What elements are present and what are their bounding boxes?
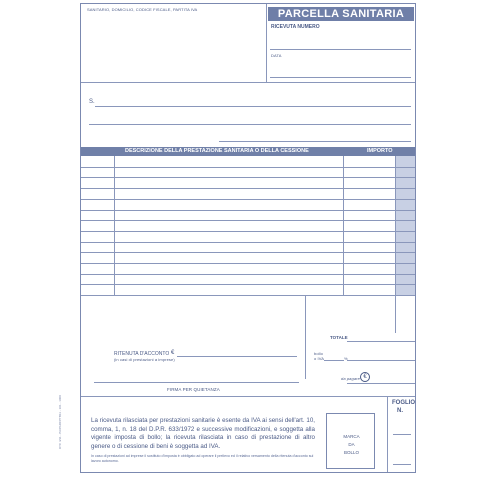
totals-divider (305, 295, 306, 379)
table-bottom (81, 295, 415, 296)
recipient-line-2[interactable] (89, 124, 411, 125)
recipient-line-1[interactable] (95, 106, 411, 107)
bollo-label-1: bollo (314, 351, 323, 356)
to-pay-label: da pagare (341, 376, 360, 381)
header-divider (266, 4, 267, 82)
table-row[interactable] (81, 188, 415, 189)
recipient-line-3[interactable] (219, 141, 411, 142)
table-row[interactable] (81, 242, 415, 243)
section-divider-bottom (81, 396, 415, 397)
sheet-label: FOGLIO (392, 400, 415, 406)
date-line[interactable] (270, 77, 411, 78)
percent-symbol: % (344, 356, 348, 361)
stamp-line-1: MARCA (343, 434, 360, 439)
receipt-number-label: RICEVUTA NUMERO (271, 24, 320, 30)
sheet-line-1[interactable] (393, 434, 411, 435)
ritenuta-euro: € (171, 350, 175, 356)
table-row[interactable] (81, 274, 415, 275)
sender-label: SANITARIO, DOMICILIO, CODICE FISCALE, PARTITA IVA (87, 7, 198, 12)
side-code-text: DTC 4/11 - PA/PARCPTB11 - 101 - 1000 (57, 395, 62, 449)
table-row[interactable] (81, 263, 415, 264)
legal-text: La ricevuta rilasciata per prestazioni sanitarie è esente da IVA ai sensi dell'art. 10, comma, 1, n. 18 del D.P.R. 633/1972 e successive modificazioni, e soggetta alla vigente imposta di bollo; la ricevuta rilasciata in caso di prestazione di altro genere o di cessione di beni è soggetta ad IVA. (91, 417, 315, 450)
stamp-line-2: DA (348, 442, 355, 447)
euro-circle: € (360, 372, 370, 382)
bollo-percent-line[interactable] (324, 360, 344, 361)
table-row[interactable] (81, 167, 415, 168)
side-code (57, 380, 79, 470)
amount-header: IMPORTO (367, 148, 393, 154)
receipt-form (80, 3, 416, 473)
sheet-number-label: N. (397, 408, 403, 414)
table-row[interactable] (81, 231, 415, 232)
ritenuta-line[interactable] (177, 356, 297, 357)
bollo-label-2: o IVA (314, 356, 324, 361)
stamp-line-3: BOLLO (343, 450, 359, 455)
ritenuta-label: RITENUTA D'ACCONTO (114, 351, 170, 357)
form-title: PARCELLA SANITARIA (268, 7, 414, 21)
ritenuta-note: (in casi di prestazioni a imprese) (114, 357, 175, 362)
table-row[interactable] (81, 252, 415, 253)
sheet-divider (387, 396, 388, 472)
to-pay-line[interactable] (347, 383, 415, 384)
table-row[interactable] (81, 199, 415, 200)
signature-line[interactable] (94, 382, 299, 383)
legal-note: In caso di prestazioni ad imprese il sostituto d'imposta è obbligato ad operare il prelievo ed il relativo versamento della ritenuta d'acconto sul lavoro autonomo. (91, 454, 314, 463)
table-col-divider-3 (395, 156, 396, 333)
table-row[interactable] (81, 220, 415, 221)
recipient-prefix: S. (89, 99, 95, 105)
table-header (81, 147, 415, 156)
description-header: DESCRIZIONE DELLA PRESTAZIONE SANITARIA O DELLA CESSIONE (125, 148, 309, 154)
sheet-line-2[interactable] (393, 464, 411, 465)
table-row[interactable] (81, 177, 415, 178)
table-row[interactable] (81, 210, 415, 211)
date-label: DATA (271, 53, 282, 58)
signature-label: FIRMA PER QUIETANZA (167, 387, 220, 392)
stamp-box (326, 413, 375, 469)
total-line[interactable] (347, 341, 415, 342)
bollo-line[interactable] (347, 360, 415, 361)
total-label: TOTALE (330, 335, 348, 340)
section-divider-top (81, 82, 415, 83)
receipt-number-line[interactable] (270, 49, 411, 50)
table-row[interactable] (81, 284, 415, 285)
